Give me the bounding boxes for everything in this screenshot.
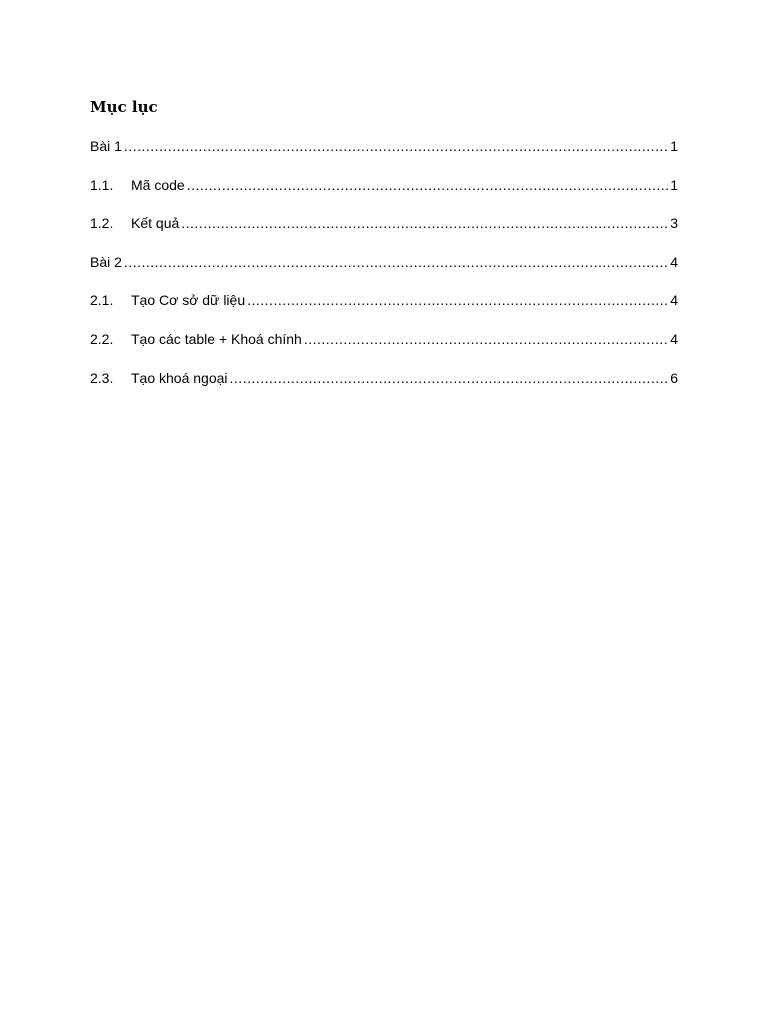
toc-entry-number: 1.1. xyxy=(90,176,114,193)
toc-entry-page: 4 xyxy=(670,253,678,270)
toc-entry-number: 2.1. xyxy=(90,292,114,309)
toc-entry-text: Bài 1 xyxy=(90,138,122,154)
toc-leader-dots xyxy=(247,292,668,308)
toc-entry-text: Kết quả xyxy=(131,215,180,232)
toc-leader-dots xyxy=(187,177,669,193)
toc-entry-page: 1 xyxy=(670,138,678,154)
toc-entry-page: 3 xyxy=(670,215,678,232)
toc-entry-text: Mã code xyxy=(131,176,185,193)
toc-leader-dots xyxy=(304,331,668,347)
toc-entry-2-2[interactable] xyxy=(90,331,678,370)
toc-entry-bai-2[interactable] xyxy=(90,254,678,293)
toc-entry-1-2[interactable] xyxy=(90,215,678,254)
toc-entry-text: Tạo khoá ngoại xyxy=(131,369,228,386)
toc-leader-dots xyxy=(124,138,668,154)
toc-leader-dots xyxy=(230,370,669,386)
toc-entry-number: 2.3. xyxy=(90,369,114,386)
toc-entry-2-1[interactable] xyxy=(90,292,678,331)
toc-title: Mục lục xyxy=(90,98,158,116)
toc-entry-bai-1[interactable] xyxy=(90,138,678,177)
toc-entry-page: 1 xyxy=(670,176,678,193)
toc-entry-2-3[interactable] xyxy=(90,370,678,409)
toc-entry-1-1[interactable] xyxy=(90,177,678,216)
toc-entry-number: 1.2. xyxy=(90,215,114,232)
toc-leader-dots xyxy=(124,254,668,270)
toc-entry-page: 4 xyxy=(670,292,678,309)
table-of-contents xyxy=(90,138,678,408)
toc-entry-page: 6 xyxy=(670,369,678,386)
toc-entry-number: 2.2. xyxy=(90,330,114,347)
toc-entry-page: 4 xyxy=(670,330,678,347)
toc-entry-text: Tạo các table + Khoá chính xyxy=(131,330,302,347)
toc-entry-text: Tạo Cơ sở dữ liệu xyxy=(131,292,246,309)
toc-entry-text: Bài 2 xyxy=(90,253,122,270)
toc-leader-dots xyxy=(181,215,668,231)
